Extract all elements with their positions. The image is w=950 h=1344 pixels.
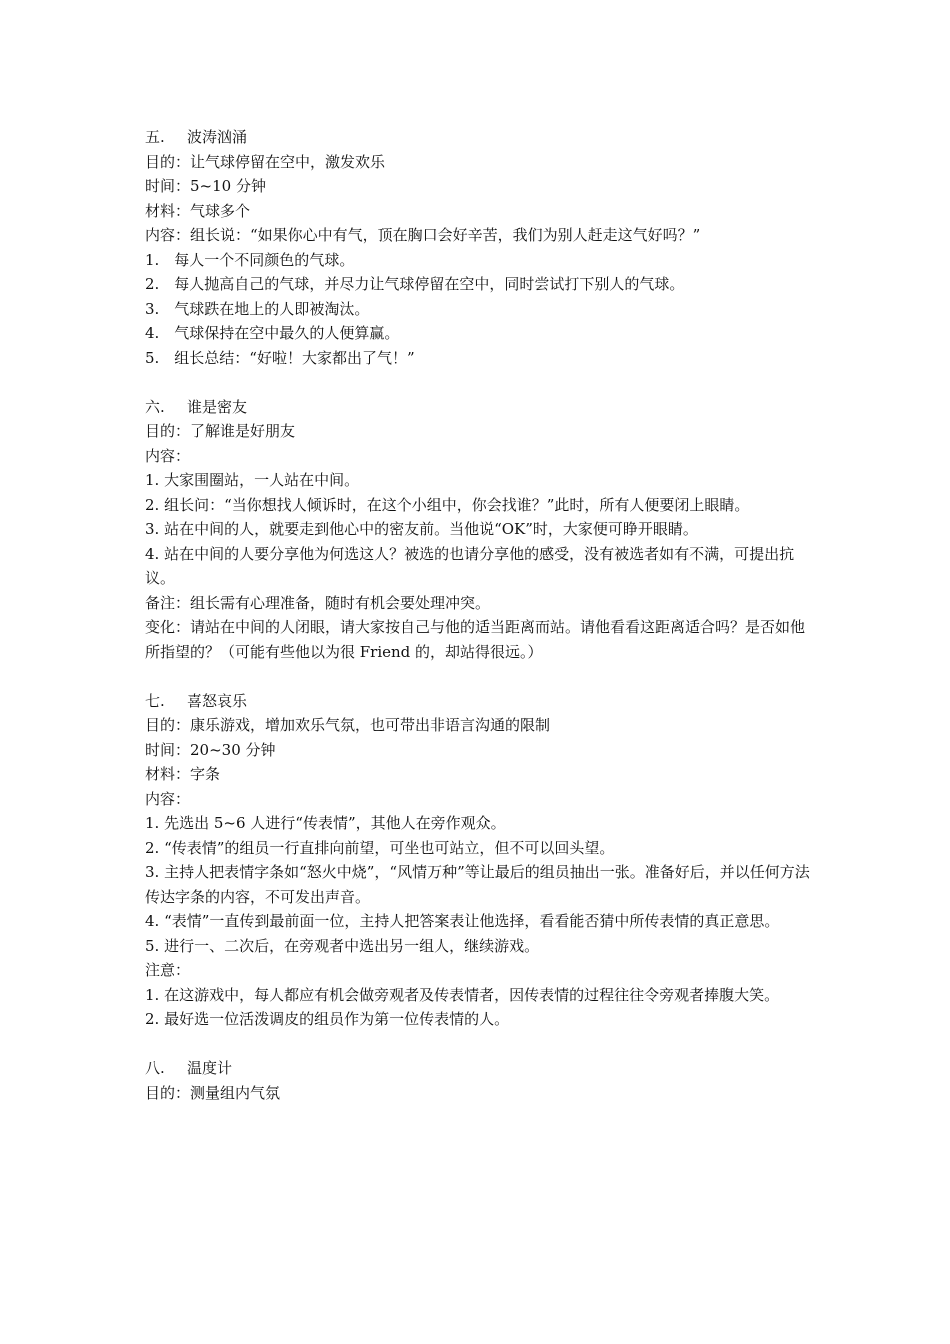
section-6-note: 备注：组长需有心理准备，随时有机会要处理冲突。 <box>145 593 491 612</box>
section-5-title: 五. 波涛汹涌 <box>145 128 248 146</box>
section-5-material: 材料：气球多个 <box>145 201 251 220</box>
section-5-time: 时间：5~10 分钟 <box>145 177 266 195</box>
section-6-item: 4. 站在中间的人要分享他为何选这人？被选的也请分享他的感受，没有被选者如有不满，可提出抗议。 <box>145 544 795 587</box>
section-6-variation: 变化：请站在中间的人闭眼，请大家按自己与他的适当距离而站。请他看看这距离适合吗？是否如他所指望的？（可能有些他以为很 Friend 的，却站得很远。） <box>145 618 806 661</box>
section-7-notice: 1. 在这游戏中，每人都应有机会做旁观者及传表情者，因传表情的过程往往令旁观者捧腹大笑。 <box>145 985 780 1004</box>
section-7-material: 材料：字条 <box>145 765 221 783</box>
section-5-item: 3. 气球跌在地上的人即被淘汰。 <box>145 299 370 318</box>
section-5-item: 4. 气球保持在空中最久的人便算赢。 <box>145 324 400 342</box>
section-5-content: 内容：组长说：“如果你心中有气，顶在胸口会好辛苦，我们为别人赶走这气好吗？” <box>145 226 701 244</box>
section-7-item: 4. “表情”一直传到最前面一位，主持人把答案表让他选择，看看能否猜中所传表情的真正意思。 <box>145 912 780 930</box>
spacer <box>145 370 815 395</box>
section-7-item: 5. 进行一、二次后，在旁观者中选出另一组人，继续游戏。 <box>145 936 540 955</box>
section-7-title: 七. 喜怒哀乐 <box>145 691 248 710</box>
section-8-title: 八. 温度计 <box>145 1059 233 1077</box>
spacer <box>145 664 815 689</box>
section-5-item: 5. 组长总结：“好啦！大家都出了气！” <box>145 348 415 367</box>
section-5-item: 1. 每人一个不同颜色的气球。 <box>145 250 355 269</box>
document-page <box>145 125 815 1105</box>
section-7-notice: 2. 最好选一位活泼调皮的组员作为第一位传表情的人。 <box>145 1010 510 1028</box>
section-7-item: 1. 先选出 5~6 人进行“传表情”，其他人在旁作观众。 <box>145 814 506 832</box>
section-7-purpose: 目的：康乐游戏，增加欢乐气氛，也可带出非语言沟通的限制 <box>145 716 551 734</box>
section-6-title: 六. 谁是密友 <box>145 397 248 416</box>
section-7-item: 2. “传表情”的组员一行直排向前望，可坐也可站立，但不可以回头望。 <box>145 838 615 857</box>
section-6-item: 3. 站在中间的人，就要走到他心中的密友前。当他说“OK”时，大家便可睁开眼睛。 <box>145 520 698 538</box>
spacer <box>145 1032 815 1057</box>
section-5-purpose: 目的：让气球停留在空中，激发欢乐 <box>145 152 386 171</box>
section-5-item: 2. 每人抛高自己的气球，并尽力让气球停留在空中，同时尝试打下别人的气球。 <box>145 275 685 293</box>
section-7-notice-label: 注意： <box>145 961 191 979</box>
section-6-purpose: 目的：了解谁是好朋友 <box>145 422 296 440</box>
section-6-item: 1. 大家围圈站，一人站在中间。 <box>145 471 360 489</box>
section-7-item: 3. 主持人把表情字条如“怒火中烧”，“风情万种”等让最后的组员抽出一张。准备好后，并以任何方法传达字条的内容，不可发出声音。 <box>145 863 810 906</box>
section-7-content-label: 内容： <box>145 789 191 808</box>
section-7-time: 时间：20~30 分钟 <box>145 740 276 759</box>
section-8-purpose: 目的：测量组内气氛 <box>145 1083 281 1102</box>
section-6-content-label: 内容： <box>145 446 191 465</box>
section-6-item: 2. 组长问：“当你想找人倾诉时，在这个小组中，你会找谁？”此时，所有人便要闭上眼睛。 <box>145 495 750 514</box>
